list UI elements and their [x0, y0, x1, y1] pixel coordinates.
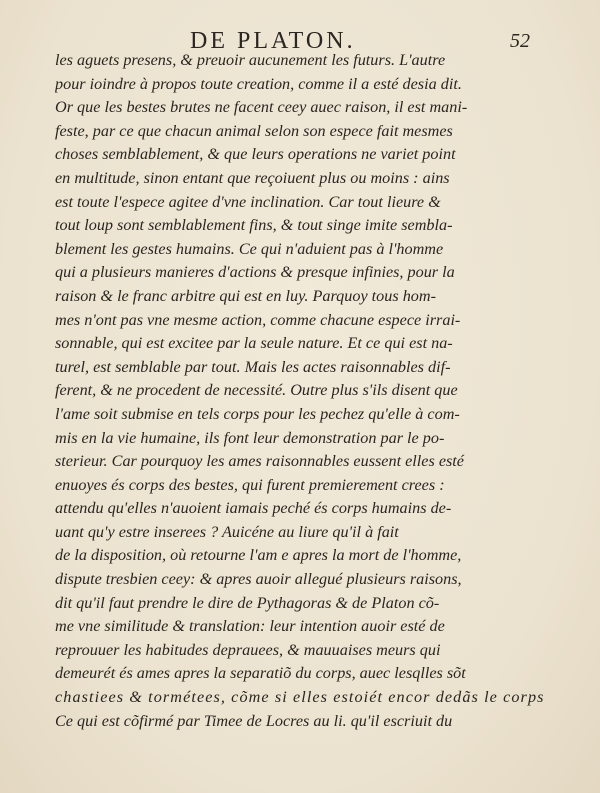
text-line: choses semblablement, & que leurs operations ne variet point	[55, 145, 456, 164]
text-line: pour ioindre à propos toute creation, comme il a esté desia dit.	[55, 74, 462, 93]
text-line: en multitude, sinon entant que reçoiuent plus ou moins : ains	[55, 168, 450, 187]
text-line: sterieur. Car pourquoy les ames raisonnables eussent elles esté	[55, 452, 464, 471]
text-line: raison & le franc arbitre qui est en luy. Parquoy tous hom-	[55, 286, 436, 305]
text-line: l'ame soit submise en tels corps pour les pechez qu'elle à com-	[55, 404, 460, 423]
text-line: dit qu'il faut prendre le dire de Pythagoras & de Platon cõ-	[55, 593, 440, 612]
text-line: feste, par ce que chacun animal selon son espece fait mesmes	[55, 121, 453, 140]
text-line: turel, est semblable par tout. Mais les actes raisonnables dif-	[55, 357, 451, 376]
text-line: blement les gestes humains. Ce qui n'aduient pas à l'homme	[55, 239, 444, 258]
text-line: demeurét és ames apres la separatiõ du corps, auec lesqlles sõt	[55, 664, 466, 683]
text-line: sonnable, qui est excitee par la seule nature. Et ce qui est na-	[55, 334, 453, 353]
text-line: ferent, & ne procedent de necessité. Outre plus s'ils disent que	[55, 381, 458, 400]
text-line: reprouuer les habitudes deprauees, & mauuaises meurs qui	[55, 640, 441, 659]
text-line: de la disposition, où retourne l'am e apres la mort de l'homme,	[55, 546, 462, 565]
text-line: me vne similitude & translation: leur intention auoir esté de	[55, 617, 445, 636]
text-line: qui a plusieurs manieres d'actions & presque infinies, pour la	[55, 263, 455, 282]
text-line: Or que les bestes brutes ne facent ceey auec raison, il est mani-	[55, 98, 468, 117]
text-line: attendu qu'elles n'auoient iamais peché és corps humains de-	[55, 499, 452, 518]
page-number: 52	[510, 30, 530, 52]
text-line: mes n'ont pas vne mesme action, comme chacune espece irrai-	[55, 310, 461, 329]
text-line: dispute tresbien ceey: & apres auoir allegué plusieurs raisons,	[55, 570, 462, 589]
running-title: DE PLATON.	[190, 28, 356, 54]
text-line: les aguets presens, & preuoir aucunement les futurs. L'autre	[55, 51, 446, 69]
text-line: Ce qui est cõfirmé par Timee de Locres au li. qu'il escriuit du	[55, 711, 453, 730]
text-line: uant qu'y estre inserees ? Auicéne au liure qu'il à fait	[55, 522, 399, 541]
text-line: enuoyes és corps des bestes, qui furent premierement crees :	[55, 475, 445, 494]
body-text	[55, 49, 545, 733]
text-line: mis en la vie humaine, ils font leur demonstration par le po-	[55, 428, 445, 447]
text-line: est toute l'espece agitee d'vne inclination. Car tout lieure &	[55, 192, 441, 211]
text-line: chastiees & tormétees, cõme si elles estoiét encor dedãs le corps	[55, 688, 545, 707]
text-line: tout loup sont semblablement fins, & tout singe imite sembla-	[55, 216, 453, 235]
